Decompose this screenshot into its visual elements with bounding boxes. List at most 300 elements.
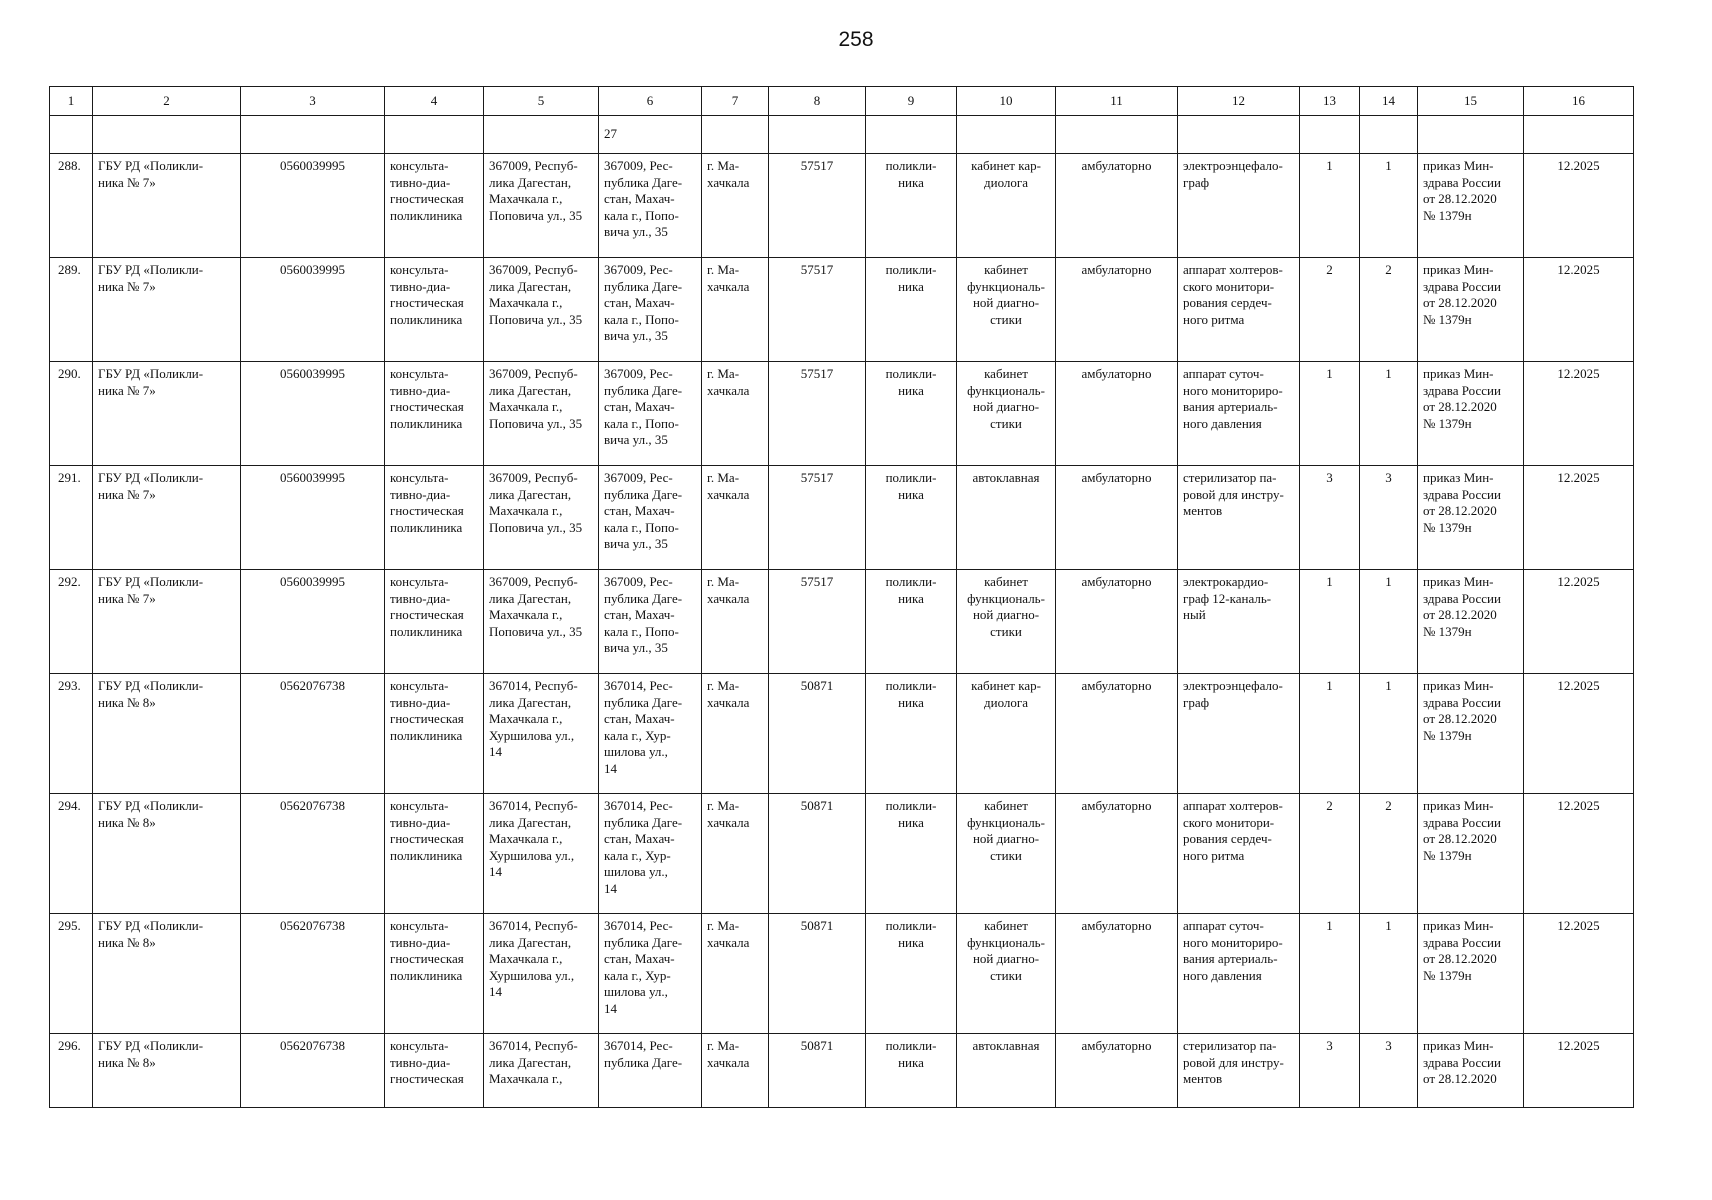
quantity-b-cell <box>1360 154 1418 258</box>
row-number-cell <box>50 794 93 914</box>
facility-type-cell <box>385 674 484 794</box>
room-cell-text: автоклавная <box>972 1038 1040 1053</box>
equipment-cell-text: аппарат суточ- ного мониториро- вания артериаль- ного давления <box>1183 366 1283 431</box>
row-number-cell-text: 296. <box>58 1038 81 1053</box>
condition-cell <box>1056 794 1178 914</box>
equipment-cell <box>1178 466 1300 570</box>
legal-basis-cell <box>1418 674 1524 794</box>
condition-cell <box>1056 570 1178 674</box>
column-number-header: 10 <box>957 87 1056 116</box>
code-cell-text: 50871 <box>800 798 834 813</box>
legal-basis-cell <box>1418 914 1524 1034</box>
city-cell <box>702 154 769 258</box>
condition-cell-text: амбулаторно <box>1081 366 1152 381</box>
legal-address-cell-text: 367009, Респуб- лика Дагестан, Махачкала г., Поповича ул., 35 <box>489 262 583 327</box>
unit-cell-text: поликли- ника <box>885 574 937 606</box>
equipment-cell <box>1178 914 1300 1034</box>
quantity-a-cell <box>1300 1034 1360 1108</box>
cell <box>1300 116 1360 154</box>
legal-basis-cell-text: приказ Мин- здрава России от 28.12.2020 № 1379н <box>1423 470 1501 535</box>
row-number-cell <box>50 1034 93 1108</box>
equipment-cell <box>1178 674 1300 794</box>
room-cell <box>957 914 1056 1034</box>
cell <box>957 116 1056 154</box>
legal-basis-cell-text: приказ Мин- здрава России от 28.12.2020 № 1379н <box>1423 918 1501 983</box>
legal-address-cell-text: 367009, Респуб- лика Дагестан, Махачкала г., Поповича ул., 35 <box>489 470 583 535</box>
row-number-cell-text: 289. <box>58 262 81 277</box>
page-number: 258 <box>838 28 874 51</box>
inn-cell-text: 0560039995 <box>280 574 345 589</box>
legal-basis-cell-text: приказ Мин- здрава России от 28.12.2020 № 1379н <box>1423 158 1501 223</box>
date-cell-text: 12.2025 <box>1557 158 1600 173</box>
equipment-cell <box>1178 794 1300 914</box>
code-cell-text: 57517 <box>800 574 834 589</box>
room-cell <box>957 258 1056 362</box>
quantity-b-cell-text: 1 <box>1385 678 1392 693</box>
room-cell-text: кабинет функциональ- ной диагно- стики <box>967 262 1045 327</box>
date-cell <box>1524 258 1634 362</box>
row-number-cell <box>50 154 93 258</box>
cell <box>241 116 385 154</box>
row-number-cell-text: 293. <box>58 678 81 693</box>
equipment-cell <box>1178 362 1300 466</box>
facility-type-cell-text: консульта- тивно-диа- гностическая поликлиника <box>390 918 464 983</box>
facility-type-cell-text: консульта- тивно-диа- гностическая поликлиника <box>390 366 464 431</box>
facility-type-cell <box>385 362 484 466</box>
city-cell-text: г. Ма- хачкала <box>707 1038 750 1070</box>
legal-basis-cell <box>1418 258 1524 362</box>
row-number-cell <box>50 362 93 466</box>
column-number-header: 15 <box>1418 87 1524 116</box>
row-number-cell-text: 290. <box>58 366 81 381</box>
facility-type-cell <box>385 914 484 1034</box>
actual-address-cell <box>599 154 702 258</box>
inn-cell-text: 0560039995 <box>280 366 345 381</box>
unit-cell <box>866 466 957 570</box>
actual-address-cell <box>599 1034 702 1108</box>
table-row <box>50 674 1634 794</box>
legal-basis-cell <box>1418 570 1524 674</box>
city-cell-text: г. Ма- хачкала <box>707 798 750 830</box>
legal-basis-cell-text: приказ Мин- здрава России от 28.12.2020 № 1379н <box>1423 678 1501 743</box>
code-cell <box>769 362 866 466</box>
organization-cell-text: ГБУ РД «Поликли- ника № 7» <box>98 574 204 606</box>
quantity-b-cell-text: 1 <box>1385 158 1392 173</box>
date-cell-text: 12.2025 <box>1557 1038 1600 1053</box>
code-cell-text: 50871 <box>800 678 834 693</box>
row-number-cell <box>50 674 93 794</box>
facility-type-cell-text: консульта- тивно-диа- гностическая поликлиника <box>390 798 464 863</box>
column-number-header: 3 <box>241 87 385 116</box>
legal-basis-cell <box>1418 362 1524 466</box>
actual-address-cell-text: 367009, Рес- публика Даге- стан, Махач- кала г., Попо- вича ул., 35 <box>604 262 683 343</box>
legal-address-cell-text: 367009, Респуб- лика Дагестан, Махачкала г., Поповича ул., 35 <box>489 158 583 223</box>
condition-cell-text: амбулаторно <box>1081 262 1152 277</box>
condition-cell-text: амбулаторно <box>1081 798 1152 813</box>
code-cell-text: 57517 <box>800 262 834 277</box>
actual-address-cell <box>599 674 702 794</box>
equipment-cell-text: стерилизатор па- ровой для инстру- ментов <box>1183 1038 1284 1086</box>
organization-cell <box>93 674 241 794</box>
row-number-cell <box>50 914 93 1034</box>
actual-address-cell <box>599 794 702 914</box>
inn-cell-text: 0562076738 <box>280 1038 345 1053</box>
row-number-cell-text: 291. <box>58 470 81 485</box>
column-number-header: 6 <box>599 87 702 116</box>
date-cell-text: 12.2025 <box>1557 798 1600 813</box>
continuation-row <box>50 116 1634 154</box>
unit-cell <box>866 570 957 674</box>
table-row <box>50 258 1634 362</box>
legal-basis-cell-text: приказ Мин- здрава России от 28.12.2020 № 1379н <box>1423 262 1501 327</box>
date-cell <box>1524 466 1634 570</box>
organization-cell-text: ГБУ РД «Поликли- ника № 8» <box>98 798 204 830</box>
date-cell-text: 12.2025 <box>1557 678 1600 693</box>
table-row <box>50 362 1634 466</box>
quantity-a-cell <box>1300 794 1360 914</box>
actual-address-cell-text: 367014, Рес- публика Даге- <box>604 1038 683 1070</box>
quantity-b-cell <box>1360 362 1418 466</box>
city-cell-text: г. Ма- хачкала <box>707 678 750 710</box>
row-number-cell-text: 288. <box>58 158 81 173</box>
row-number-cell <box>50 466 93 570</box>
facility-type-cell <box>385 1034 484 1108</box>
quantity-b-cell <box>1360 258 1418 362</box>
city-cell <box>702 258 769 362</box>
legal-basis-cell-text: приказ Мин- здрава России от 28.12.2020 <box>1423 1038 1501 1086</box>
actual-address-cell-text: 367009, Рес- публика Даге- стан, Махач- кала г., Попо- вича ул., 35 <box>604 366 683 447</box>
quantity-b-cell-text: 1 <box>1385 366 1392 381</box>
legal-address-cell-text: 367014, Респуб- лика Дагестан, Махачкала г., Хуршилова ул., 14 <box>489 918 578 999</box>
table-row <box>50 914 1634 1034</box>
organization-cell-text: ГБУ РД «Поликли- ника № 7» <box>98 158 204 190</box>
inn-cell-text: 0560039995 <box>280 262 345 277</box>
inn-cell-text: 0562076738 <box>280 918 345 933</box>
condition-cell <box>1056 1034 1178 1108</box>
condition-cell-text: амбулаторно <box>1081 1038 1152 1053</box>
organization-cell-text: ГБУ РД «Поликли- ника № 7» <box>98 470 204 502</box>
inn-cell <box>241 914 385 1034</box>
legal-address-cell <box>484 1034 599 1108</box>
quantity-a-cell-text: 1 <box>1326 918 1333 933</box>
city-cell <box>702 674 769 794</box>
code-cell <box>769 570 866 674</box>
city-cell <box>702 466 769 570</box>
row-number-cell <box>50 570 93 674</box>
organization-cell <box>93 362 241 466</box>
cell <box>93 116 241 154</box>
organization-cell-text: ГБУ РД «Поликли- ника № 8» <box>98 678 204 710</box>
date-cell-text: 12.2025 <box>1557 918 1600 933</box>
table-row <box>50 154 1634 258</box>
actual-address-cell-text: 367009, Рес- публика Даге- стан, Махач- кала г., Попо- вича ул., 35 <box>604 158 683 239</box>
room-cell-text: кабинет функциональ- ной диагно- стики <box>967 918 1045 983</box>
cell <box>484 116 599 154</box>
organization-cell <box>93 154 241 258</box>
facility-type-cell-text: консульта- тивно-диа- гностическая <box>390 1038 464 1086</box>
legal-basis-cell <box>1418 794 1524 914</box>
organization-cell-text: ГБУ РД «Поликли- ника № 8» <box>98 918 204 950</box>
legal-basis-cell <box>1418 154 1524 258</box>
legal-address-cell <box>484 674 599 794</box>
condition-cell <box>1056 258 1178 362</box>
city-cell <box>702 1034 769 1108</box>
column-number-row <box>50 87 1634 116</box>
unit-cell-text: поликли- ника <box>885 366 937 398</box>
inn-cell-text: 0560039995 <box>280 158 345 173</box>
condition-cell-text: амбулаторно <box>1081 574 1152 589</box>
date-cell <box>1524 570 1634 674</box>
quantity-b-cell-text: 3 <box>1385 1038 1392 1053</box>
unit-cell <box>866 794 957 914</box>
legal-address-cell <box>484 154 599 258</box>
code-cell-text: 50871 <box>800 1038 834 1053</box>
inn-cell <box>241 362 385 466</box>
cell <box>50 116 93 154</box>
code-cell <box>769 466 866 570</box>
column-number-header: 16 <box>1524 87 1634 116</box>
organization-cell-text: ГБУ РД «Поликли- ника № 7» <box>98 366 204 398</box>
quantity-a-cell <box>1300 570 1360 674</box>
legal-address-cell-text: 367014, Респуб- лика Дагестан, Махачкала г., Хуршилова ул., 14 <box>489 798 578 879</box>
city-cell <box>702 914 769 1034</box>
room-cell <box>957 674 1056 794</box>
column-number-header: 11 <box>1056 87 1178 116</box>
quantity-a-cell-text: 3 <box>1326 1038 1333 1053</box>
unit-cell <box>866 1034 957 1108</box>
legal-basis-cell-text: приказ Мин- здрава России от 28.12.2020 № 1379н <box>1423 798 1501 863</box>
column-number-header: 12 <box>1178 87 1300 116</box>
facility-type-cell-text: консульта- тивно-диа- гностическая поликлиника <box>390 574 464 639</box>
unit-cell-text: поликли- ника <box>885 158 937 190</box>
table-row <box>50 1034 1634 1108</box>
column-number-header: 7 <box>702 87 769 116</box>
legal-basis-cell <box>1418 1034 1524 1108</box>
condition-cell-text: амбулаторно <box>1081 678 1152 693</box>
quantity-a-cell-text: 3 <box>1326 470 1333 485</box>
facility-type-cell <box>385 794 484 914</box>
inn-cell <box>241 154 385 258</box>
room-cell <box>957 1034 1056 1108</box>
unit-cell-text: поликли- ника <box>885 262 937 294</box>
room-cell <box>957 570 1056 674</box>
legal-basis-cell-text: приказ Мин- здрава России от 28.12.2020 № 1379н <box>1423 366 1501 431</box>
cell <box>702 116 769 154</box>
legal-basis-cell-text: приказ Мин- здрава России от 28.12.2020 № 1379н <box>1423 574 1501 639</box>
cell <box>1360 116 1418 154</box>
quantity-b-cell <box>1360 466 1418 570</box>
unit-cell <box>866 154 957 258</box>
table-row <box>50 466 1634 570</box>
quantity-a-cell-text: 1 <box>1326 678 1333 693</box>
column-number-header: 5 <box>484 87 599 116</box>
legal-address-cell <box>484 914 599 1034</box>
date-cell <box>1524 794 1634 914</box>
inn-cell-text: 0560039995 <box>280 470 345 485</box>
legal-address-cell <box>484 466 599 570</box>
equipment-cell-text: электроэнцефало- граф <box>1183 158 1283 190</box>
facility-type-cell-text: консульта- тивно-диа- гностическая поликлиника <box>390 470 464 535</box>
code-cell <box>769 154 866 258</box>
unit-cell <box>866 914 957 1034</box>
city-cell-text: г. Ма- хачкала <box>707 470 750 502</box>
quantity-b-cell-text: 2 <box>1385 262 1392 277</box>
condition-cell <box>1056 914 1178 1034</box>
city-cell <box>702 794 769 914</box>
equipment-cell <box>1178 1034 1300 1108</box>
room-cell <box>957 466 1056 570</box>
inn-cell-text: 0562076738 <box>280 678 345 693</box>
actual-address-cell-text: 367014, Рес- публика Даге- стан, Махач- кала г., Хур- шилова ул., 14 <box>604 798 683 896</box>
city-cell-text: г. Ма- хачкала <box>707 262 750 294</box>
quantity-a-cell <box>1300 362 1360 466</box>
quantity-b-cell-text: 1 <box>1385 574 1392 589</box>
inn-cell-text: 0562076738 <box>280 798 345 813</box>
unit-cell-text: поликли- ника <box>885 678 937 710</box>
date-cell-text: 12.2025 <box>1557 262 1600 277</box>
column-number-header: 2 <box>93 87 241 116</box>
unit-cell <box>866 362 957 466</box>
cell <box>385 116 484 154</box>
code-cell <box>769 258 866 362</box>
actual-address-cell <box>599 258 702 362</box>
code-cell-text: 57517 <box>800 158 834 173</box>
date-cell <box>1524 362 1634 466</box>
column-number-header: 14 <box>1360 87 1418 116</box>
equipment-cell <box>1178 154 1300 258</box>
quantity-a-cell-text: 2 <box>1326 262 1333 277</box>
organization-cell <box>93 794 241 914</box>
room-cell-text: кабинет функциональ- ной диагно- стики <box>967 366 1045 431</box>
city-cell <box>702 570 769 674</box>
legal-address-cell <box>484 570 599 674</box>
date-cell-text: 12.2025 <box>1557 366 1600 381</box>
quantity-a-cell-text: 1 <box>1326 574 1333 589</box>
actual-address-cell <box>599 362 702 466</box>
quantity-b-cell-text: 2 <box>1385 798 1392 813</box>
row-number-cell-text: 294. <box>58 798 81 813</box>
unit-cell-text: поликли- ника <box>885 918 937 950</box>
quantity-b-cell <box>1360 794 1418 914</box>
quantity-a-cell <box>1300 674 1360 794</box>
table-row <box>50 794 1634 914</box>
actual-address-cell <box>599 466 702 570</box>
legal-basis-cell <box>1418 466 1524 570</box>
quantity-b-cell-text: 3 <box>1385 470 1392 485</box>
register-table <box>49 86 1634 1108</box>
unit-cell-text: поликли- ника <box>885 798 937 830</box>
unit-cell-text: поликли- ника <box>885 1038 937 1070</box>
condition-cell-text: амбулаторно <box>1081 470 1152 485</box>
actual-address-cell-text: 367009, Рес- публика Даге- стан, Махач- кала г., Попо- вича ул., 35 <box>604 470 683 551</box>
cell <box>1178 116 1300 154</box>
equipment-cell-text: электрокардио- граф 12-каналь- ный <box>1183 574 1272 622</box>
quantity-b-cell <box>1360 1034 1418 1108</box>
code-cell <box>769 914 866 1034</box>
quantity-a-cell <box>1300 258 1360 362</box>
inn-cell <box>241 466 385 570</box>
cell <box>1524 116 1634 154</box>
equipment-cell-text: электроэнцефало- граф <box>1183 678 1283 710</box>
organization-cell <box>93 570 241 674</box>
room-cell <box>957 154 1056 258</box>
date-cell <box>1524 154 1634 258</box>
room-cell-text: кабинет кар- диолога <box>971 158 1041 190</box>
city-cell <box>702 362 769 466</box>
quantity-b-cell <box>1360 914 1418 1034</box>
inn-cell <box>241 794 385 914</box>
condition-cell <box>1056 362 1178 466</box>
code-cell <box>769 794 866 914</box>
inn-cell <box>241 570 385 674</box>
equipment-cell-text: стерилизатор па- ровой для инстру- ментов <box>1183 470 1284 518</box>
organization-cell <box>93 914 241 1034</box>
row-number-cell-text: 295. <box>58 918 81 933</box>
equipment-cell-text: аппарат холтеров- ского монитори- рования сердеч- ного ритма <box>1183 262 1283 327</box>
equipment-cell-text: аппарат суточ- ного мониториро- вания артериаль- ного давления <box>1183 918 1283 983</box>
unit-cell <box>866 258 957 362</box>
unit-cell-text: поликли- ника <box>885 470 937 502</box>
room-cell <box>957 794 1056 914</box>
city-cell-text: г. Ма- хачкала <box>707 574 750 606</box>
organization-cell <box>93 258 241 362</box>
organization-cell-text: ГБУ РД «Поликли- ника № 7» <box>98 262 204 294</box>
quantity-a-cell-text: 1 <box>1326 366 1333 381</box>
quantity-a-cell <box>1300 466 1360 570</box>
column-number-header: 9 <box>866 87 957 116</box>
date-cell <box>1524 1034 1634 1108</box>
condition-cell-text: амбулаторно <box>1081 918 1152 933</box>
room-cell-text: автоклавная <box>972 470 1040 485</box>
legal-address-cell-text: 367009, Респуб- лика Дагестан, Махачкала г., Поповича ул., 35 <box>489 366 583 431</box>
column-number-header: 4 <box>385 87 484 116</box>
cell <box>1418 116 1524 154</box>
date-cell <box>1524 674 1634 794</box>
legal-address-cell-text: 367014, Респуб- лика Дагестан, Махачкала г., Хуршилова ул., 14 <box>489 678 578 759</box>
continuation-cell-col6: 27 <box>599 116 702 154</box>
legal-address-cell-text: 367014, Респуб- лика Дагестан, Махачкала г., <box>489 1038 578 1086</box>
facility-type-cell <box>385 570 484 674</box>
legal-address-cell-text: 367009, Респуб- лика Дагестан, Махачкала г., Поповича ул., 35 <box>489 574 583 639</box>
table-row <box>50 570 1634 674</box>
actual-address-cell <box>599 570 702 674</box>
inn-cell <box>241 674 385 794</box>
code-cell-text: 50871 <box>800 918 834 933</box>
room-cell-text: кабинет функциональ- ной диагно- стики <box>967 574 1045 639</box>
actual-address-cell-text: 367009, Рес- публика Даге- стан, Махач- кала г., Попо- вича ул., 35 <box>604 574 683 655</box>
room-cell-text: кабинет функциональ- ной диагно- стики <box>967 798 1045 863</box>
actual-address-cell-text: 367014, Рес- публика Даге- стан, Махач- кала г., Хур- шилова ул., 14 <box>604 678 683 776</box>
date-cell <box>1524 914 1634 1034</box>
inn-cell <box>241 1034 385 1108</box>
city-cell-text: г. Ма- хачкала <box>707 158 750 190</box>
quantity-a-cell-text: 2 <box>1326 798 1333 813</box>
organization-cell <box>93 466 241 570</box>
code-cell-text: 57517 <box>800 366 834 381</box>
quantity-a-cell <box>1300 914 1360 1034</box>
equipment-cell <box>1178 258 1300 362</box>
row-number-cell <box>50 258 93 362</box>
condition-cell-text: амбулаторно <box>1081 158 1152 173</box>
quantity-b-cell <box>1360 674 1418 794</box>
quantity-b-cell-text: 1 <box>1385 918 1392 933</box>
row-number-cell-text: 292. <box>58 574 81 589</box>
facility-type-cell-text: консульта- тивно-диа- гностическая поликлиника <box>390 678 464 743</box>
facility-type-cell-text: консульта- тивно-диа- гностическая поликлиника <box>390 158 464 223</box>
code-cell-text: 57517 <box>800 470 834 485</box>
date-cell-text: 12.2025 <box>1557 470 1600 485</box>
inn-cell <box>241 258 385 362</box>
